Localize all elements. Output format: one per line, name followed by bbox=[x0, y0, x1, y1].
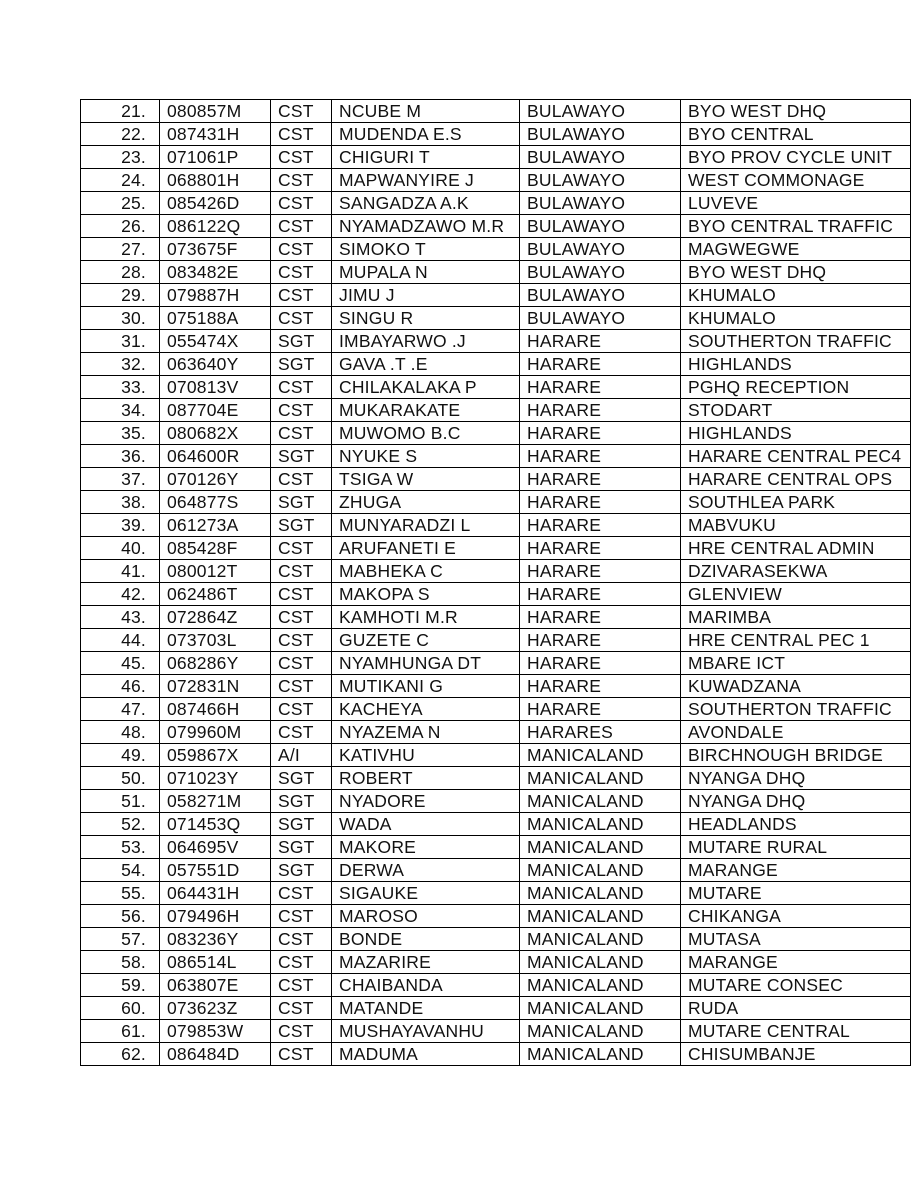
rank-cell: CST bbox=[271, 215, 332, 238]
station-cell: HEADLANDS bbox=[681, 813, 911, 836]
province-cell: HARARE bbox=[520, 514, 681, 537]
table-row bbox=[81, 790, 911, 813]
province-cell: HARARE bbox=[520, 606, 681, 629]
province-cell: HARARE bbox=[520, 468, 681, 491]
force-number-cell: 059867X bbox=[160, 744, 271, 767]
row-number-cell: 54. bbox=[81, 859, 160, 882]
rank-cell: CST bbox=[271, 192, 332, 215]
province-cell: BULAWAYO bbox=[520, 215, 681, 238]
table-row bbox=[81, 836, 911, 859]
province-cell: HARARE bbox=[520, 560, 681, 583]
province-cell: MANICALAND bbox=[520, 905, 681, 928]
rank-cell: CST bbox=[271, 675, 332, 698]
member-name-cell: KAMHOTI M.R bbox=[332, 606, 520, 629]
row-number-cell: 59. bbox=[81, 974, 160, 997]
force-number-cell: 080857M bbox=[160, 100, 271, 123]
table-row bbox=[81, 675, 911, 698]
force-number-cell: 064431H bbox=[160, 882, 271, 905]
rank-cell: SGT bbox=[271, 491, 332, 514]
province-cell: HARARE bbox=[520, 422, 681, 445]
row-number-cell: 29. bbox=[81, 284, 160, 307]
member-name-cell: CHILAKALAKA P bbox=[332, 376, 520, 399]
station-cell: CHISUMBANJE bbox=[681, 1043, 911, 1066]
table-row bbox=[81, 238, 911, 261]
force-number-cell: 061273A bbox=[160, 514, 271, 537]
member-name-cell: KATIVHU bbox=[332, 744, 520, 767]
member-name-cell: ZHUGA bbox=[332, 491, 520, 514]
member-name-cell: GUZETE C bbox=[332, 629, 520, 652]
station-cell: RUDA bbox=[681, 997, 911, 1020]
member-name-cell: MATANDE bbox=[332, 997, 520, 1020]
table-row bbox=[81, 928, 911, 951]
row-number-cell: 34. bbox=[81, 399, 160, 422]
member-name-cell: WADA bbox=[332, 813, 520, 836]
row-number-cell: 49. bbox=[81, 744, 160, 767]
province-cell: MANICALAND bbox=[520, 1020, 681, 1043]
table-row bbox=[81, 744, 911, 767]
force-number-cell: 079887H bbox=[160, 284, 271, 307]
force-number-cell: 086122Q bbox=[160, 215, 271, 238]
table-row bbox=[81, 307, 911, 330]
rank-cell: SGT bbox=[271, 813, 332, 836]
member-name-cell: GAVA .T .E bbox=[332, 353, 520, 376]
province-cell: MANICALAND bbox=[520, 1043, 681, 1066]
force-number-cell: 079960M bbox=[160, 721, 271, 744]
member-name-cell: SANGADZA A.K bbox=[332, 192, 520, 215]
force-number-cell: 080012T bbox=[160, 560, 271, 583]
member-name-cell: SIGAUKE bbox=[332, 882, 520, 905]
member-name-cell: MAROSO bbox=[332, 905, 520, 928]
province-cell: HARARES bbox=[520, 721, 681, 744]
row-number-cell: 24. bbox=[81, 169, 160, 192]
rank-cell: CST bbox=[271, 905, 332, 928]
force-number-cell: 071453Q bbox=[160, 813, 271, 836]
rank-cell: CST bbox=[271, 399, 332, 422]
force-number-cell: 079853W bbox=[160, 1020, 271, 1043]
force-number-cell: 083482E bbox=[160, 261, 271, 284]
station-cell: HIGHLANDS bbox=[681, 422, 911, 445]
rank-cell: CST bbox=[271, 721, 332, 744]
force-number-cell: 071061P bbox=[160, 146, 271, 169]
rank-cell: CST bbox=[271, 1043, 332, 1066]
member-name-cell: SIMOKO T bbox=[332, 238, 520, 261]
rank-cell: CST bbox=[271, 468, 332, 491]
row-number-cell: 39. bbox=[81, 514, 160, 537]
row-number-cell: 60. bbox=[81, 997, 160, 1020]
force-number-cell: 058271M bbox=[160, 790, 271, 813]
rank-cell: CST bbox=[271, 169, 332, 192]
row-number-cell: 28. bbox=[81, 261, 160, 284]
force-number-cell: 073703L bbox=[160, 629, 271, 652]
station-cell: GLENVIEW bbox=[681, 583, 911, 606]
rank-cell: CST bbox=[271, 261, 332, 284]
station-cell: NYANGA DHQ bbox=[681, 790, 911, 813]
table-row bbox=[81, 767, 911, 790]
station-cell: AVONDALE bbox=[681, 721, 911, 744]
station-cell: DZIVARASEKWA bbox=[681, 560, 911, 583]
row-number-cell: 45. bbox=[81, 652, 160, 675]
rank-cell: CST bbox=[271, 997, 332, 1020]
force-number-cell: 063807E bbox=[160, 974, 271, 997]
rank-cell: CST bbox=[271, 583, 332, 606]
table-row bbox=[81, 629, 911, 652]
force-number-cell: 068286Y bbox=[160, 652, 271, 675]
force-number-cell: 072831N bbox=[160, 675, 271, 698]
province-cell: BULAWAYO bbox=[520, 146, 681, 169]
table-row bbox=[81, 882, 911, 905]
force-number-cell: 073675F bbox=[160, 238, 271, 261]
member-name-cell: MAZARIRE bbox=[332, 951, 520, 974]
province-cell: BULAWAYO bbox=[520, 307, 681, 330]
province-cell: MANICALAND bbox=[520, 744, 681, 767]
province-cell: HARARE bbox=[520, 353, 681, 376]
force-number-cell: 063640Y bbox=[160, 353, 271, 376]
member-name-cell: NYUKE S bbox=[332, 445, 520, 468]
station-cell: HIGHLANDS bbox=[681, 353, 911, 376]
station-cell: MAGWEGWE bbox=[681, 238, 911, 261]
province-cell: HARARE bbox=[520, 537, 681, 560]
station-cell: SOUTHERTON TRAFFIC bbox=[681, 698, 911, 721]
row-number-cell: 46. bbox=[81, 675, 160, 698]
row-number-cell: 35. bbox=[81, 422, 160, 445]
station-cell: BYO PROV CYCLE UNIT bbox=[681, 146, 911, 169]
table-row bbox=[81, 491, 911, 514]
province-cell: MANICALAND bbox=[520, 790, 681, 813]
station-cell: BYO CENTRAL bbox=[681, 123, 911, 146]
station-cell: STODART bbox=[681, 399, 911, 422]
row-number-cell: 22. bbox=[81, 123, 160, 146]
station-cell: KUWADZANA bbox=[681, 675, 911, 698]
rank-cell: SGT bbox=[271, 353, 332, 376]
force-number-cell: 086484D bbox=[160, 1043, 271, 1066]
table-row bbox=[81, 997, 911, 1020]
station-cell: HRE CENTRAL PEC 1 bbox=[681, 629, 911, 652]
table-row bbox=[81, 445, 911, 468]
rank-cell: SGT bbox=[271, 836, 332, 859]
table-row bbox=[81, 905, 911, 928]
station-cell: MUTASA bbox=[681, 928, 911, 951]
force-number-cell: 057551D bbox=[160, 859, 271, 882]
station-cell: NYANGA DHQ bbox=[681, 767, 911, 790]
rank-cell: CST bbox=[271, 629, 332, 652]
row-number-cell: 55. bbox=[81, 882, 160, 905]
station-cell: SOUTHERTON TRAFFIC bbox=[681, 330, 911, 353]
force-number-cell: 055474X bbox=[160, 330, 271, 353]
rank-cell: CST bbox=[271, 1020, 332, 1043]
member-name-cell: NYAMHUNGA DT bbox=[332, 652, 520, 675]
table-row bbox=[81, 514, 911, 537]
force-number-cell: 087704E bbox=[160, 399, 271, 422]
table-row bbox=[81, 376, 911, 399]
province-cell: HARARE bbox=[520, 376, 681, 399]
row-number-cell: 47. bbox=[81, 698, 160, 721]
row-number-cell: 57. bbox=[81, 928, 160, 951]
rank-cell: CST bbox=[271, 123, 332, 146]
member-name-cell: NYAZEMA N bbox=[332, 721, 520, 744]
station-cell: BYO CENTRAL TRAFFIC bbox=[681, 215, 911, 238]
member-name-cell: MUDENDA E.S bbox=[332, 123, 520, 146]
row-number-cell: 53. bbox=[81, 836, 160, 859]
row-number-cell: 48. bbox=[81, 721, 160, 744]
row-number-cell: 42. bbox=[81, 583, 160, 606]
row-number-cell: 21. bbox=[81, 100, 160, 123]
table-row bbox=[81, 192, 911, 215]
province-cell: HARARE bbox=[520, 399, 681, 422]
member-name-cell: KACHEYA bbox=[332, 698, 520, 721]
member-name-cell: MAKORE bbox=[332, 836, 520, 859]
table-row bbox=[81, 1020, 911, 1043]
table-row bbox=[81, 146, 911, 169]
member-name-cell: MAKOPA S bbox=[332, 583, 520, 606]
rank-cell: CST bbox=[271, 307, 332, 330]
station-cell: MUTARE bbox=[681, 882, 911, 905]
station-cell: BIRCHNOUGH BRIDGE bbox=[681, 744, 911, 767]
force-number-cell: 070813V bbox=[160, 376, 271, 399]
row-number-cell: 40. bbox=[81, 537, 160, 560]
table-row bbox=[81, 330, 911, 353]
row-number-cell: 43. bbox=[81, 606, 160, 629]
table-row bbox=[81, 100, 911, 123]
row-number-cell: 26. bbox=[81, 215, 160, 238]
rank-cell: CST bbox=[271, 974, 332, 997]
table-row bbox=[81, 583, 911, 606]
station-cell: KHUMALO bbox=[681, 307, 911, 330]
member-name-cell: NYADORE bbox=[332, 790, 520, 813]
row-number-cell: 52. bbox=[81, 813, 160, 836]
rank-cell: SGT bbox=[271, 767, 332, 790]
force-number-cell: 079496H bbox=[160, 905, 271, 928]
table-row bbox=[81, 284, 911, 307]
rank-cell: CST bbox=[271, 376, 332, 399]
table-row bbox=[81, 123, 911, 146]
province-cell: BULAWAYO bbox=[520, 261, 681, 284]
force-number-cell: 062486T bbox=[160, 583, 271, 606]
row-number-cell: 62. bbox=[81, 1043, 160, 1066]
rank-cell: CST bbox=[271, 146, 332, 169]
roster-table bbox=[80, 99, 911, 1066]
station-cell: HARARE CENTRAL OPS bbox=[681, 468, 911, 491]
roster-table-body bbox=[81, 100, 911, 1066]
rank-cell: CST bbox=[271, 882, 332, 905]
province-cell: HARARE bbox=[520, 629, 681, 652]
province-cell: HARARE bbox=[520, 330, 681, 353]
station-cell: CHIKANGA bbox=[681, 905, 911, 928]
table-row bbox=[81, 721, 911, 744]
table-row bbox=[81, 606, 911, 629]
table-row bbox=[81, 353, 911, 376]
member-name-cell: IMBAYARWO .J bbox=[332, 330, 520, 353]
row-number-cell: 23. bbox=[81, 146, 160, 169]
rank-cell: CST bbox=[271, 422, 332, 445]
force-number-cell: 085428F bbox=[160, 537, 271, 560]
station-cell: BYO WEST DHQ bbox=[681, 100, 911, 123]
table-row bbox=[81, 399, 911, 422]
province-cell: BULAWAYO bbox=[520, 192, 681, 215]
province-cell: BULAWAYO bbox=[520, 123, 681, 146]
force-number-cell: 080682X bbox=[160, 422, 271, 445]
force-number-cell: 075188A bbox=[160, 307, 271, 330]
force-number-cell: 073623Z bbox=[160, 997, 271, 1020]
station-cell: MUTARE CONSEC bbox=[681, 974, 911, 997]
row-number-cell: 36. bbox=[81, 445, 160, 468]
member-name-cell: ROBERT bbox=[332, 767, 520, 790]
province-cell: MANICALAND bbox=[520, 859, 681, 882]
member-name-cell: CHIGURI T bbox=[332, 146, 520, 169]
rank-cell: CST bbox=[271, 537, 332, 560]
station-cell: MARANGE bbox=[681, 859, 911, 882]
member-name-cell: SINGU R bbox=[332, 307, 520, 330]
table-row bbox=[81, 215, 911, 238]
force-number-cell: 064877S bbox=[160, 491, 271, 514]
province-cell: BULAWAYO bbox=[520, 100, 681, 123]
member-name-cell: ARUFANETI E bbox=[332, 537, 520, 560]
station-cell: PGHQ RECEPTION bbox=[681, 376, 911, 399]
member-name-cell: MADUMA bbox=[332, 1043, 520, 1066]
table-row bbox=[81, 261, 911, 284]
province-cell: HARARE bbox=[520, 445, 681, 468]
rank-cell: CST bbox=[271, 606, 332, 629]
member-name-cell: MUNYARADZI L bbox=[332, 514, 520, 537]
table-row bbox=[81, 698, 911, 721]
row-number-cell: 50. bbox=[81, 767, 160, 790]
force-number-cell: 086514L bbox=[160, 951, 271, 974]
member-name-cell: MUPALA N bbox=[332, 261, 520, 284]
force-number-cell: 083236Y bbox=[160, 928, 271, 951]
member-name-cell: JIMU J bbox=[332, 284, 520, 307]
member-name-cell: DERWA bbox=[332, 859, 520, 882]
table-row bbox=[81, 813, 911, 836]
rank-cell: CST bbox=[271, 951, 332, 974]
force-number-cell: 085426D bbox=[160, 192, 271, 215]
table-row bbox=[81, 652, 911, 675]
province-cell: HARARE bbox=[520, 675, 681, 698]
rank-cell: CST bbox=[271, 560, 332, 583]
table-row bbox=[81, 468, 911, 491]
station-cell: SOUTHLEA PARK bbox=[681, 491, 911, 514]
station-cell: MUTARE RURAL bbox=[681, 836, 911, 859]
rank-cell: SGT bbox=[271, 514, 332, 537]
member-name-cell: MUKARAKATE bbox=[332, 399, 520, 422]
rank-cell: CST bbox=[271, 238, 332, 261]
province-cell: BULAWAYO bbox=[520, 238, 681, 261]
province-cell: MANICALAND bbox=[520, 951, 681, 974]
member-name-cell: MUSHAYAVANHU bbox=[332, 1020, 520, 1043]
force-number-cell: 071023Y bbox=[160, 767, 271, 790]
province-cell: MANICALAND bbox=[520, 928, 681, 951]
member-name-cell: CHAIBANDA bbox=[332, 974, 520, 997]
force-number-cell: 070126Y bbox=[160, 468, 271, 491]
province-cell: HARARE bbox=[520, 583, 681, 606]
member-name-cell: MUWOMO B.C bbox=[332, 422, 520, 445]
province-cell: MANICALAND bbox=[520, 974, 681, 997]
row-number-cell: 31. bbox=[81, 330, 160, 353]
station-cell: MARIMBA bbox=[681, 606, 911, 629]
force-number-cell: 087466H bbox=[160, 698, 271, 721]
table-row bbox=[81, 169, 911, 192]
rank-cell: A/I bbox=[271, 744, 332, 767]
table-row bbox=[81, 951, 911, 974]
station-cell: WEST COMMONAGE bbox=[681, 169, 911, 192]
rank-cell: CST bbox=[271, 698, 332, 721]
province-cell: MANICALAND bbox=[520, 767, 681, 790]
province-cell: MANICALAND bbox=[520, 813, 681, 836]
rank-cell: SGT bbox=[271, 330, 332, 353]
station-cell: KHUMALO bbox=[681, 284, 911, 307]
province-cell: BULAWAYO bbox=[520, 284, 681, 307]
rank-cell: CST bbox=[271, 928, 332, 951]
table-row bbox=[81, 859, 911, 882]
row-number-cell: 32. bbox=[81, 353, 160, 376]
member-name-cell: MABHEKA C bbox=[332, 560, 520, 583]
force-number-cell: 072864Z bbox=[160, 606, 271, 629]
member-name-cell: MAPWANYIRE J bbox=[332, 169, 520, 192]
member-name-cell: BONDE bbox=[332, 928, 520, 951]
row-number-cell: 37. bbox=[81, 468, 160, 491]
rank-cell: SGT bbox=[271, 859, 332, 882]
row-number-cell: 25. bbox=[81, 192, 160, 215]
station-cell: MUTARE CENTRAL bbox=[681, 1020, 911, 1043]
row-number-cell: 56. bbox=[81, 905, 160, 928]
member-name-cell: MUTIKANI G bbox=[332, 675, 520, 698]
row-number-cell: 61. bbox=[81, 1020, 160, 1043]
rank-cell: SGT bbox=[271, 445, 332, 468]
station-cell: BYO WEST DHQ bbox=[681, 261, 911, 284]
row-number-cell: 41. bbox=[81, 560, 160, 583]
province-cell: MANICALAND bbox=[520, 836, 681, 859]
rank-cell: CST bbox=[271, 652, 332, 675]
row-number-cell: 33. bbox=[81, 376, 160, 399]
force-number-cell: 068801H bbox=[160, 169, 271, 192]
row-number-cell: 58. bbox=[81, 951, 160, 974]
row-number-cell: 30. bbox=[81, 307, 160, 330]
row-number-cell: 51. bbox=[81, 790, 160, 813]
table-row bbox=[81, 560, 911, 583]
force-number-cell: 064695V bbox=[160, 836, 271, 859]
province-cell: MANICALAND bbox=[520, 997, 681, 1020]
province-cell: BULAWAYO bbox=[520, 169, 681, 192]
province-cell: HARARE bbox=[520, 491, 681, 514]
row-number-cell: 27. bbox=[81, 238, 160, 261]
station-cell: MBARE ICT bbox=[681, 652, 911, 675]
table-row bbox=[81, 422, 911, 445]
station-cell: HARARE CENTRAL PEC4 bbox=[681, 445, 911, 468]
row-number-cell: 38. bbox=[81, 491, 160, 514]
table-row bbox=[81, 1043, 911, 1066]
force-number-cell: 087431H bbox=[160, 123, 271, 146]
rank-cell: SGT bbox=[271, 790, 332, 813]
table-row bbox=[81, 974, 911, 997]
rank-cell: CST bbox=[271, 284, 332, 307]
rank-cell: CST bbox=[271, 100, 332, 123]
member-name-cell: TSIGA W bbox=[332, 468, 520, 491]
row-number-cell: 44. bbox=[81, 629, 160, 652]
member-name-cell: NCUBE M bbox=[332, 100, 520, 123]
station-cell: MARANGE bbox=[681, 951, 911, 974]
station-cell: HRE CENTRAL ADMIN bbox=[681, 537, 911, 560]
table-row bbox=[81, 537, 911, 560]
province-cell: HARARE bbox=[520, 652, 681, 675]
province-cell: HARARE bbox=[520, 698, 681, 721]
station-cell: MABVUKU bbox=[681, 514, 911, 537]
station-cell: LUVEVE bbox=[681, 192, 911, 215]
force-number-cell: 064600R bbox=[160, 445, 271, 468]
member-name-cell: NYAMADZAWO M.R bbox=[332, 215, 520, 238]
province-cell: MANICALAND bbox=[520, 882, 681, 905]
